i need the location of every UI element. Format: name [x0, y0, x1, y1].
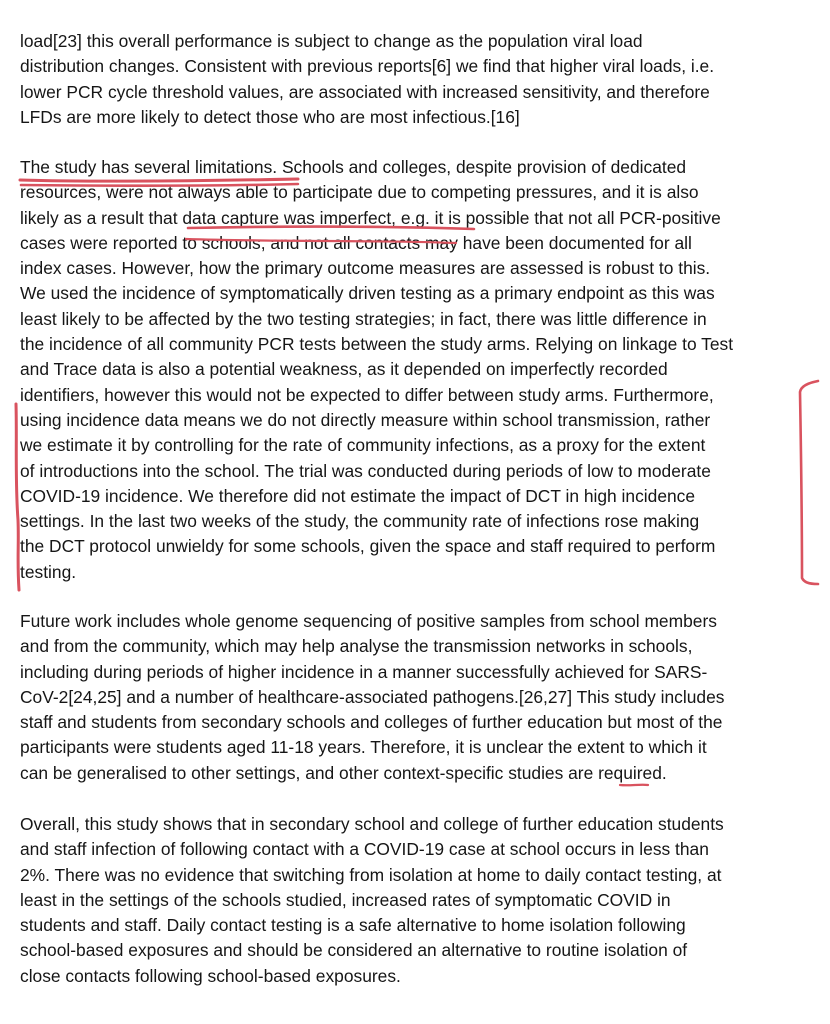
text-line: and Trace data is also a potential weakness, as it depended on imperfectly recorded — [20, 359, 668, 380]
text-line: cases were reported to schools, and not all contacts may have been documented for all — [20, 232, 692, 253]
text-line: Overall, this study shows that in secondary school and college of further education students — [20, 814, 724, 834]
text-line: using incidence data means we do not directly measure within school transmission, rather — [20, 409, 711, 430]
text-line: students and staff. Daily contact testing is a safe alternative to home isolation following — [20, 915, 686, 936]
text-line: school-based exposures and should be considered an alternative to routine isolation of — [20, 940, 688, 961]
text-line: LFDs are more likely to detect those who are most infectious.[16] — [20, 106, 520, 127]
text-line: least in the settings of the schools studied, increased rates of symptomatic COVID in — [20, 889, 671, 910]
text-line: The study has several limitations. Schools and colleges, despite provision of dedicated — [20, 157, 687, 177]
text-line: including during periods of higher incidence in a manner successfully achieved for SARS- — [20, 661, 708, 682]
paragraph-limitations — [20, 155, 820, 585]
text-line: and from the community, which may help analyse the transmission networks in schools, — [20, 636, 693, 657]
text-line: close contacts following school-based exposures. — [20, 965, 401, 986]
text-line: identifiers, however this would not be expected to differ between study arms. Furthermore, — [20, 384, 714, 405]
text-line: resources, were not always able to participate due to competing pressures, and it is also — [20, 182, 699, 203]
text-line: settings. In the last two weeks of the study, the community rate of infections rose making — [20, 511, 700, 532]
text-line: staff and students from secondary schools and colleges of further education but most of the — [20, 712, 723, 733]
text-line: of introductions into the school. The trial was conducted during periods of low to moderate — [20, 460, 711, 481]
text-line: and staff infection of following contact with a COVID-19 case at school occurs in less than — [20, 839, 709, 860]
text-line: 2%. There was no evidence that switching from isolation at home to daily contact testing, at — [20, 864, 722, 885]
text-line: COVID-19 incidence. We therefore did not estimate the impact of DCT in high incidence — [20, 485, 696, 506]
text-line: the incidence of all community PCR tests between the study arms. Relying on linkage to Test — [20, 334, 734, 355]
text-line: We used the incidence of symptomatically driven testing as a primary endpoint as this was — [20, 283, 715, 304]
paragraph-viral-load — [20, 29, 820, 130]
text-line: likely as a result that data capture was imperfect, e.g. it is possible that not all PCR-positive — [20, 207, 721, 228]
text-line: least likely to be affected by the two testing strategies; in fact, there was little difference in — [20, 308, 707, 329]
text-line: the DCT protocol unwieldy for some schools, given the space and staff required to perform — [20, 536, 716, 557]
text-line: can be generalised to other settings, and other context-specific studies are required. — [20, 762, 667, 783]
text-line: participants were students aged 11-18 years. Therefore, it is unclear the extent to which it — [20, 737, 707, 758]
text-line: load[23] this overall performance is subject to change as the population viral load — [20, 31, 643, 51]
text-line: index cases. However, how the primary outcome measures are assessed is robust to this. — [20, 258, 711, 279]
text-line: CoV-2[24,25] and a number of healthcare-associated pathogens.[26,27] This study includes — [20, 686, 725, 707]
paragraph-conclusion — [20, 812, 820, 989]
text-line: lower PCR cycle threshold values, are associated with increased sensitivity, and therefore — [20, 81, 710, 102]
text-line: we estimate it by controlling for the rate of community infections, as a proxy for the extent — [20, 435, 706, 456]
text-line: Future work includes whole genome sequencing of positive samples from school members — [20, 611, 717, 631]
margin-bar-left — [16, 404, 19, 590]
text-line: testing. — [20, 561, 77, 582]
paragraph-future-work — [20, 609, 820, 786]
text-line: distribution changes. Consistent with previous reports[6] we find that higher viral loads, i.e. — [20, 56, 715, 77]
